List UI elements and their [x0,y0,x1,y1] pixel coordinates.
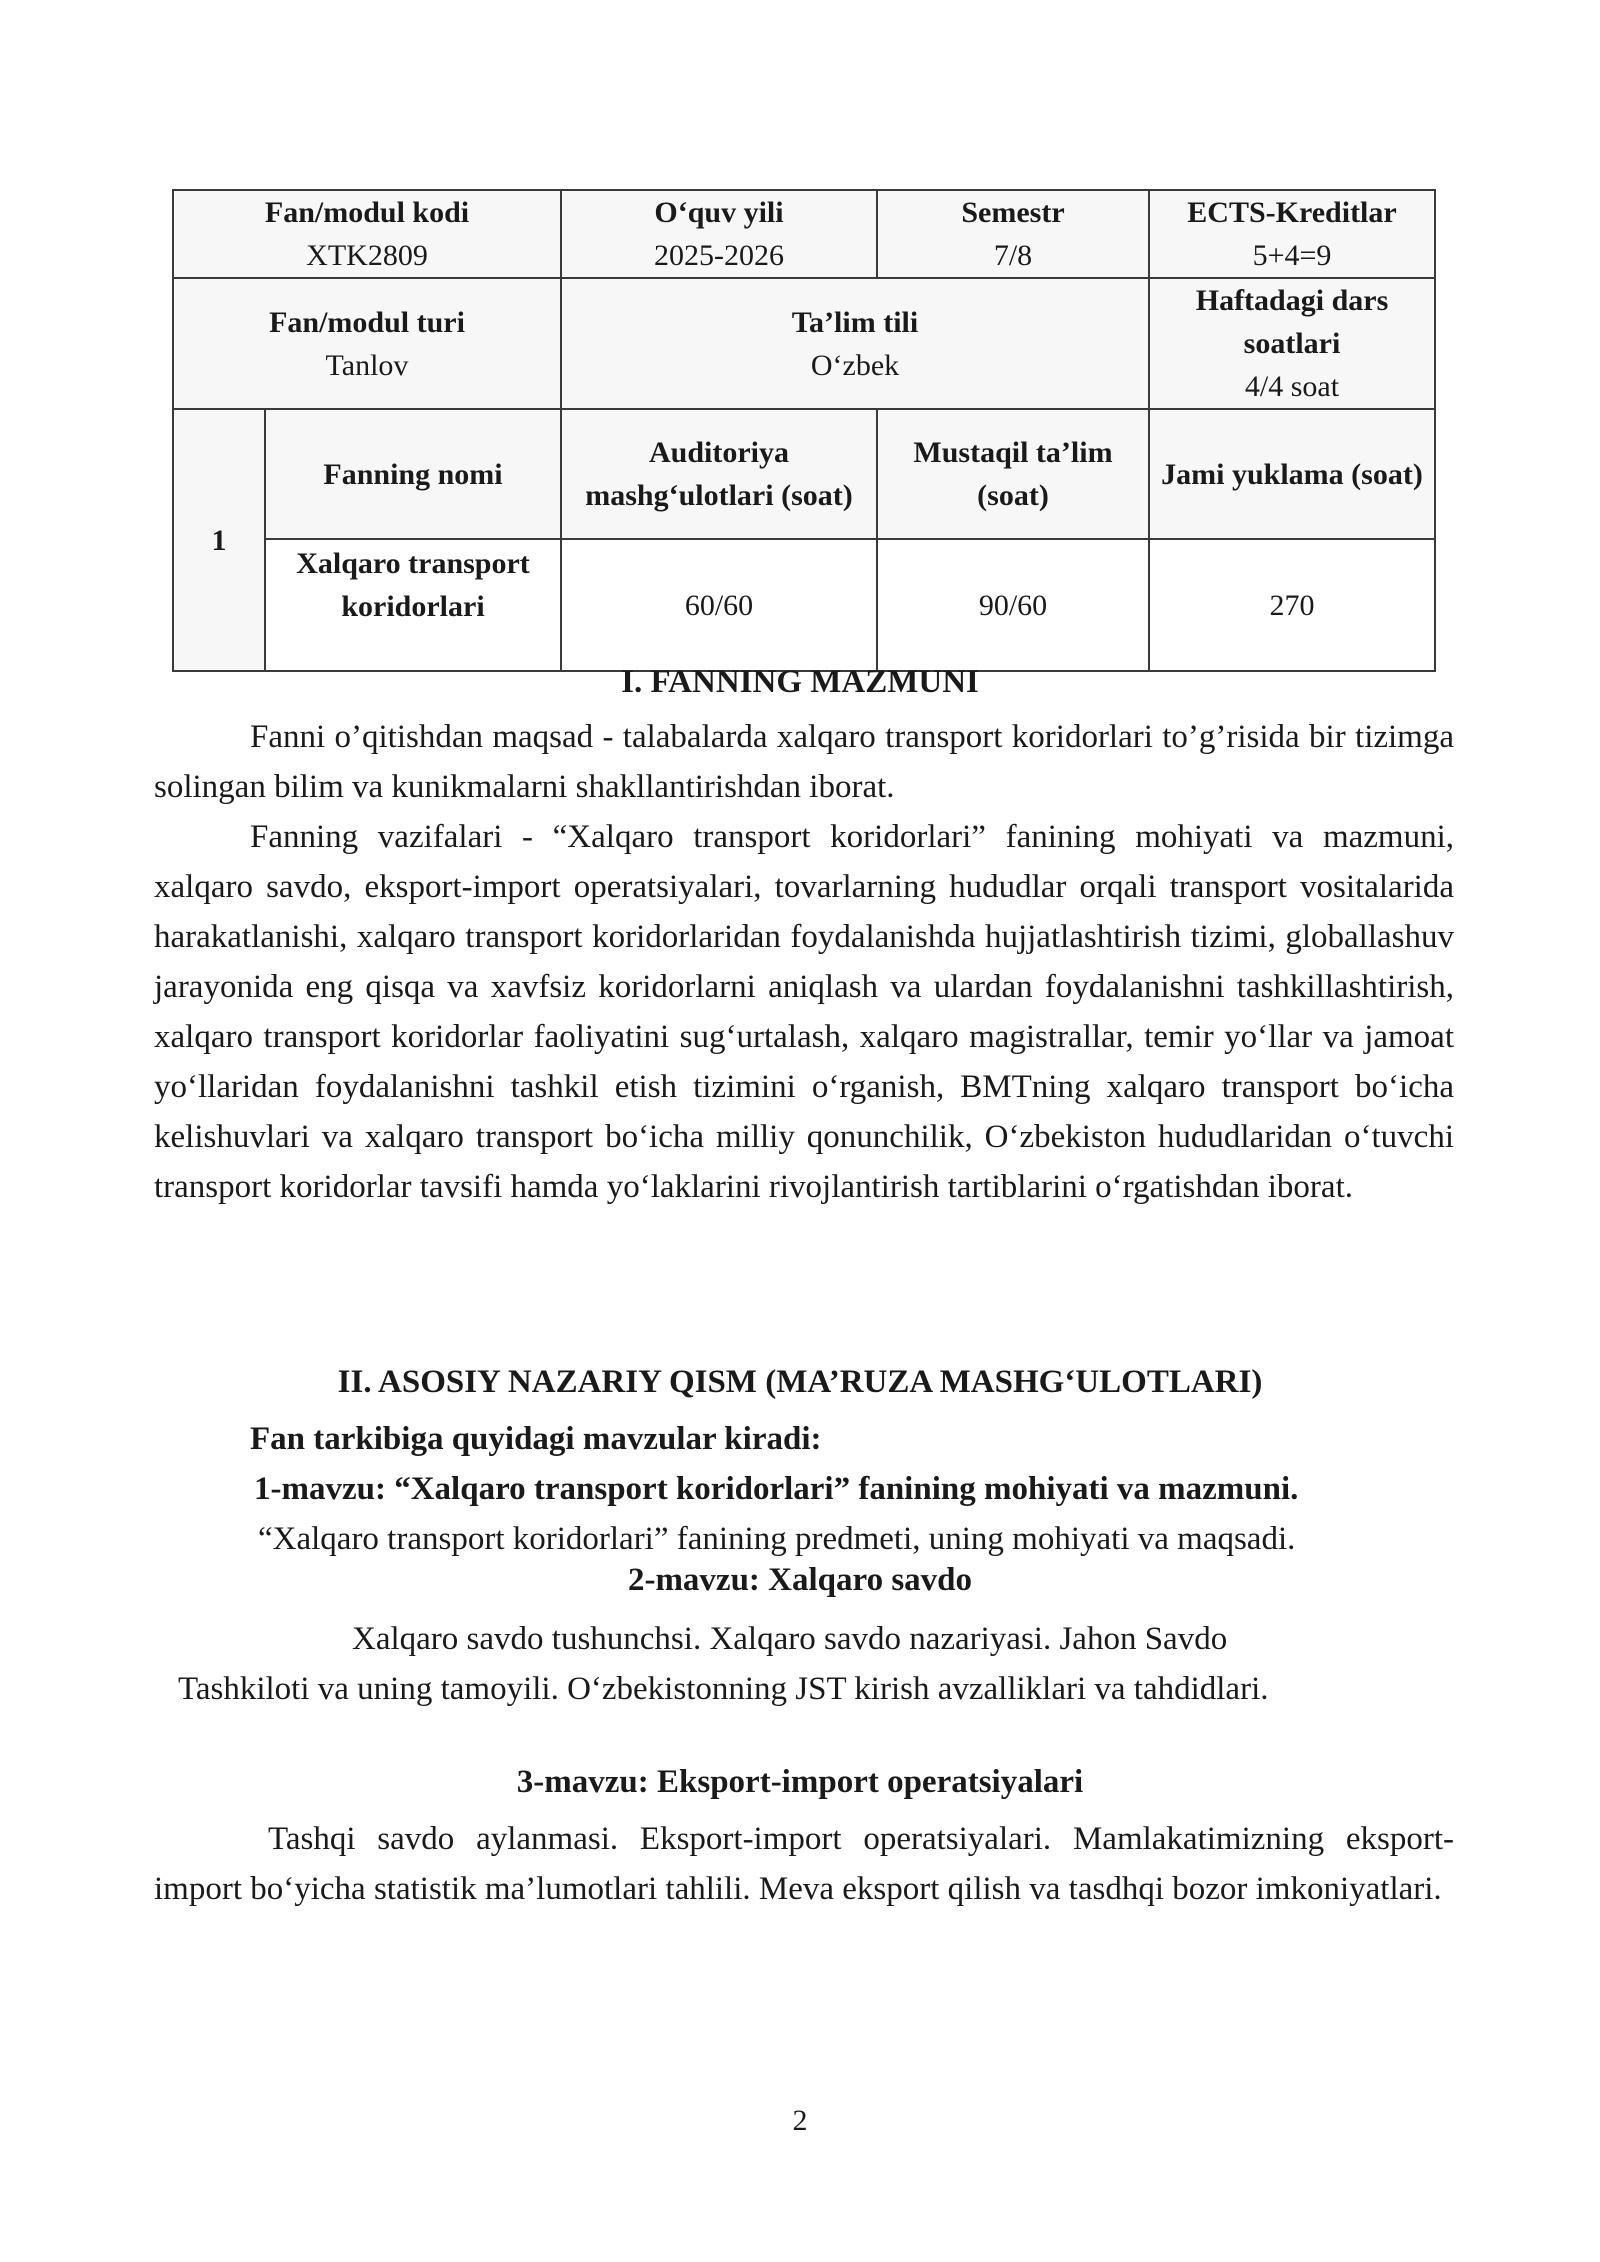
subject-name-value: Xalqaro transport koridorlari [265,539,561,671]
ects-value: 5+4=9 [1252,239,1332,272]
paragraph-goal: Fanni o’qitishdan maqsad - talabalarda xalqaro transport koridorlari to’g’risida bir tizimga solingan bilim va kunikmalarni shakllantirishdan iborat. [154,719,1454,805]
section-2-title: II. ASOSIY NAZARIY QISM (MA’RUZA MASHG‘ULOTLARI) [337,1364,1263,1400]
course-info-table [172,189,1436,672]
language-cell [561,278,1149,409]
topic-1-text: “Xalqaro transport koridorlari” fanining predmeti, uning mohiyati va maqsadi. [258,1521,1296,1557]
row-number-cell: 1 [173,409,265,671]
header-independent-study: Mustaqil ta’lim (soat) [877,409,1149,539]
semester-label: Semestr [961,196,1065,229]
topic-1-title: 1-mavzu: “Xalqaro transport koridorlari” fanining mohiyati va mazmuni. [254,1471,1299,1507]
topic-2-text-line-2: Tashkiloti va uning tamoyili. O‘zbekistonning JST kirish avzalliklari va tahdidlari. [178,1671,1269,1707]
module-code-label: Fan/modul kodi [264,196,470,229]
header-classroom-hours: Auditoriya mashg‘ulotlari (soat) [561,409,877,539]
ects-cell [1149,190,1435,278]
table-row [173,539,1435,671]
module-type-cell [173,278,561,409]
table-row [173,278,1435,409]
classroom-hours-value: 60/60 [561,539,877,671]
ects-label: ECTS-Kreditlar [1187,196,1397,229]
language-label: Ta’lim tili [791,305,919,339]
academic-year-cell [561,190,877,278]
weekly-hours-label: Haftadagi dars soatlari [1195,284,1389,360]
topic-3-text: Tashqi savdo aylanmasi. Eksport-import operatsiyalari. Mamlakatimizning eksport-import bo‘yicha statistik ma’lumotlari tahlili. Meva eksport qilish va tasdhqi bozor imkoniyatlari. [154,1821,1454,1907]
topic-3-title: 3-mavzu: Eksport-import operatsiyalari [516,1764,1084,1800]
header-subject-name: Fanning nomi [265,409,561,539]
topic-2-text-line-1: Xalqaro savdo tushunchsi. Xalqaro savdo nazariyasi. Jahon Savdo [352,1621,1228,1657]
weekly-hours-value: 4/4 soat [1244,370,1340,403]
module-code-cell [173,190,561,278]
table-row [173,190,1435,278]
table-row [173,409,1435,539]
academic-year-value: 2025-2026 [654,239,784,272]
total-load-value: 270 [1149,539,1435,671]
topics-intro: Fan tarkibiga quyidagi mavzular kiradi: [250,1421,822,1457]
semester-value: 7/8 [993,239,1033,272]
module-code-value: XTK2809 [306,239,428,272]
language-value: O‘zbek [810,348,900,382]
section-1-title: I. FANNING MAZMUNI [621,664,979,700]
header-total-load: Jami yuklama (soat) [1149,409,1435,539]
weekly-hours-cell [1149,278,1435,409]
module-type-value: Tanlov [325,348,409,382]
page-number: 2 [792,2104,808,2137]
independent-study-value: 90/60 [877,539,1149,671]
semester-cell [877,190,1149,278]
paragraph-tasks: Fanning vazifalari - “Xalqaro transport koridorlari” fanining mohiyati va mazmuni, xalqaro savdo, eksport-import operatsiyalari, tovarlarning hududlar orqali transport vositalarida harakatlanishi, xalqaro transport koridorlaridan foydalanishda hujjatlashtirish tizimi, globallashuv jarayonida eng qisqa va xavfsiz koridorlarni aniqlash va ulardan foydalanishni tashkillashtirish, xalqaro transport koridorlar faoliyatini sug‘urtalash, xalqaro magistrallar, temir yo‘llar va jamoat yo‘llaridan foydalanishni tashkil etish tizimini o‘rganish, BMTning xalqaro transport bo‘icha kelishuvlari va xalqaro transport bo‘icha milliy qonunchilik, O‘zbekiston hududlaridan o‘tuvchi transport koridorlar tavsifi hamda yo‘laklarini rivojlantirish tartiblarini o‘rgatishdan iborat. [154,819,1454,1205]
module-type-label: Fan/modul turi [269,305,465,339]
academic-year-label: O‘quv yili [654,196,784,229]
topic-2-title: 2-mavzu: Xalqaro savdo [627,1562,973,1598]
